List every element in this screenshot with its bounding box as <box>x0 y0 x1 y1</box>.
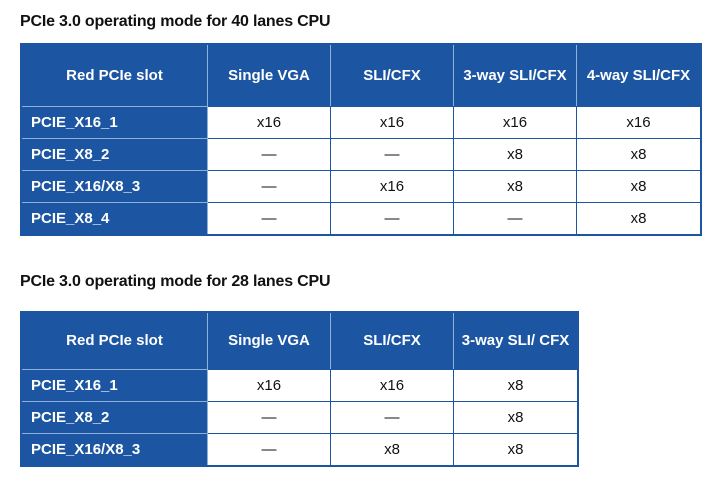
table-cell: x8 <box>454 369 577 401</box>
table-cell: x8 <box>454 401 577 433</box>
table-cell: x16 <box>577 106 700 138</box>
column-header-single-vga: Single VGA <box>208 45 331 106</box>
table-cell: x16 <box>454 106 577 138</box>
table-cell: x16 <box>208 369 331 401</box>
table-cell: x8 <box>454 170 577 202</box>
table-cell: x16 <box>208 106 331 138</box>
slot-name-cell: PCIE_X8_2 <box>22 138 208 170</box>
column-header-3-way: 3-way SLI/ CFX <box>461 332 570 349</box>
table-title-28-lanes: PCIe 3.0 operating mode for 28 lanes CPU <box>20 273 331 290</box>
table-row <box>22 369 577 401</box>
column-header-sli-cfx: SLI/CFX <box>331 45 454 106</box>
table-row <box>22 433 577 465</box>
column-header-sli-cfx: SLI/CFX <box>331 313 454 369</box>
table-cell: — <box>454 202 577 234</box>
column-header-4-way: 4-way SLI/CFX <box>586 66 691 84</box>
table-cell: x16 <box>331 369 454 401</box>
table-header-row <box>22 313 577 369</box>
pcie-mode-table-40-lanes <box>20 43 702 236</box>
table-cell: — <box>331 202 454 234</box>
column-header-3-way: 3-way SLI/CFX <box>454 45 577 106</box>
table-cell: — <box>208 401 331 433</box>
table-row <box>22 401 577 433</box>
table-row <box>22 138 700 170</box>
slot-name-cell: PCIE_X8_4 <box>22 202 208 234</box>
table-row <box>22 106 700 138</box>
table-cell: — <box>331 138 454 170</box>
table-cell: — <box>208 170 331 202</box>
table-cell: — <box>331 401 454 433</box>
table-cell: x8 <box>454 138 577 170</box>
table-cell: x16 <box>331 106 454 138</box>
table-cell: x8 <box>577 202 700 234</box>
table-row <box>22 170 700 202</box>
slot-name-cell: PCIE_X8_2 <box>22 401 208 433</box>
table-cell: — <box>208 202 331 234</box>
pcie-mode-table-28-lanes <box>20 311 579 467</box>
column-header-slot: Red PCIe slot <box>22 45 208 106</box>
column-header-single-vga: Single VGA <box>208 313 331 369</box>
table-cell: — <box>208 138 331 170</box>
table-cell: x8 <box>454 433 577 465</box>
slot-name-cell: PCIE_X16_1 <box>22 106 208 138</box>
table-cell: x8 <box>577 138 700 170</box>
column-header-slot: Red PCIe slot <box>22 313 208 369</box>
table-cell: x8 <box>577 170 700 202</box>
table-header-row <box>22 45 700 106</box>
table-cell: x8 <box>331 433 454 465</box>
slot-name-cell: PCIE_X16/X8_3 <box>22 170 208 202</box>
table-title-40-lanes: PCIe 3.0 operating mode for 40 lanes CPU <box>20 13 331 30</box>
table-cell: x16 <box>331 170 454 202</box>
table-cell: — <box>208 433 331 465</box>
slot-name-cell: PCIE_X16/X8_3 <box>22 433 208 465</box>
slot-name-cell: PCIE_X16_1 <box>22 369 208 401</box>
table-row <box>22 202 700 234</box>
